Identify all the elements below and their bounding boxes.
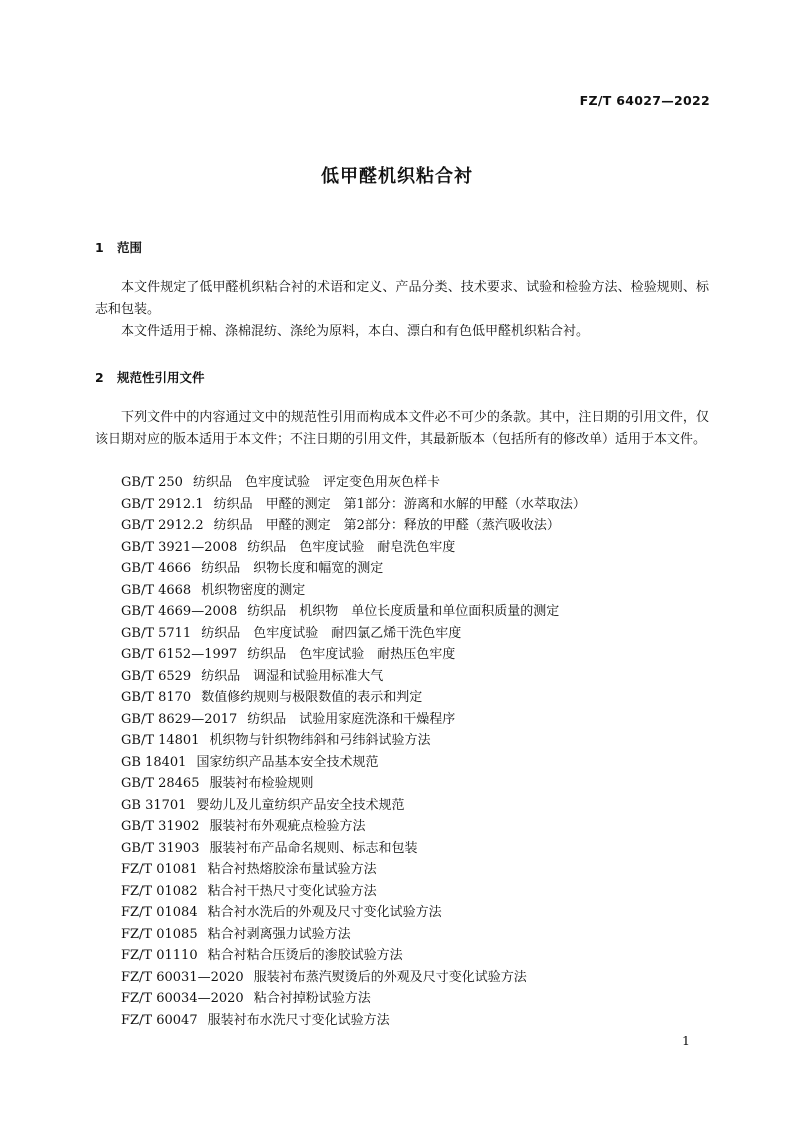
reference-item — [121, 838, 586, 860]
reference-title: 机织物密度的测定 — [201, 582, 306, 598]
reference-title: 机织物与针织物纬斜和弓纬斜试验方法 — [209, 733, 431, 748]
reference-title: 纺织品 色牢度试验 耐皂洗色牢度 — [247, 539, 456, 555]
reference-code: GB 18401 — [121, 754, 187, 770]
reference-code: FZ/T 01084 — [121, 905, 198, 920]
reference-item — [121, 709, 586, 731]
reference-title: 服装衬布产品命名规则、标志和包装 — [209, 840, 418, 856]
reference-item — [121, 644, 586, 666]
reference-item — [121, 816, 586, 838]
standard-code: FZ/T 64027—2022 — [579, 93, 710, 108]
reference-code: FZ/T 01110 — [121, 948, 198, 963]
section-1-title: 范围 — [117, 240, 143, 255]
normative-references-list — [121, 472, 586, 1031]
reference-title: 纺织品 色牢度试验 耐四氯乙烯干洗色牢度 — [201, 625, 462, 641]
reference-code: GB/T 3921—2008 — [121, 539, 238, 555]
reference-title: 国家纺织产品基本安全技术规范 — [196, 754, 379, 770]
reference-code: GB/T 31903 — [121, 840, 200, 856]
reference-code: GB/T 8629—2017 — [121, 711, 238, 727]
reference-item — [121, 773, 586, 795]
reference-code: GB/T 4666 — [121, 561, 192, 576]
reference-code: GB/T 4668 — [121, 582, 192, 598]
reference-code: FZ/T 60031—2020 — [121, 969, 244, 985]
reference-item — [121, 730, 586, 752]
reference-item — [121, 580, 586, 602]
reference-title: 纺织品 色牢度试验 评定变色用灰色样卡 — [192, 475, 440, 490]
reference-title: 粘合衬剥离强力试验方法 — [207, 926, 351, 942]
reference-code: GB/T 2912.1 — [121, 496, 204, 512]
reference-title: 服装衬布蒸汽熨烫后的外观及尺寸变化试验方法 — [253, 969, 527, 985]
reference-code: GB/T 250 — [121, 475, 183, 490]
reference-title: 纺织品 试验用家庭洗涤和干燥程序 — [247, 711, 456, 727]
reference-item — [121, 859, 586, 881]
reference-item — [121, 945, 586, 967]
reference-title: 粘合衬水洗后的外观及尺寸变化试验方法 — [207, 905, 442, 920]
reference-code: FZ/T 60034—2020 — [121, 991, 244, 1006]
section-2-title: 规范性引用文件 — [117, 370, 205, 385]
section-2-number: 2 — [95, 370, 104, 385]
reference-title: 服装衬布水洗尺寸变化试验方法 — [207, 1012, 390, 1028]
reference-title: 粘合衬热熔胶涂布量试验方法 — [207, 862, 377, 877]
section-1-paragraph-1: 本文件规定了低甲醛机织粘合衬的术语和定义、产品分类、技术要求、试验和检验方法、检验规则、标志和包装。 — [95, 280, 709, 317]
reference-title: 服装衬布检验规则 — [209, 776, 314, 791]
reference-code: GB 31701 — [121, 797, 187, 813]
reference-item — [121, 1010, 586, 1032]
reference-code: GB/T 2912.2 — [121, 518, 204, 533]
section-1-paragraph-2: 本文件适用于棉、涤棉混纺、涤纶为原料，本白、漂白和有色低甲醛机织粘合衬。 — [121, 324, 590, 339]
reference-item — [121, 515, 586, 537]
reference-title: 粘合衬掉粉试验方法 — [253, 991, 371, 1006]
reference-item — [121, 666, 586, 688]
reference-code: FZ/T 01085 — [121, 926, 198, 942]
reference-title: 纺织品 织物长度和幅宽的测定 — [201, 561, 384, 576]
reference-code: GB/T 6152—1997 — [121, 647, 238, 662]
reference-item — [121, 601, 586, 623]
reference-code: GB/T 28465 — [121, 776, 200, 791]
reference-item — [121, 537, 586, 559]
document-title: 低甲醛机织粘合衬 — [321, 166, 473, 187]
section-2-heading — [95, 368, 205, 388]
reference-item — [121, 902, 586, 924]
reference-title: 纺织品 甲醛的测定 第2部分：释放的甲醛（蒸汽吸收法） — [213, 518, 560, 533]
reference-item — [121, 472, 586, 494]
section-1-number: 1 — [95, 240, 104, 255]
reference-item — [121, 924, 586, 946]
reference-code: GB/T 8170 — [121, 690, 192, 705]
reference-item — [121, 795, 586, 817]
reference-title: 粘合衬干热尺寸变化试验方法 — [207, 883, 377, 899]
reference-title: 纺织品 机织物 单位长度质量和单位面积质量的测定 — [247, 604, 560, 619]
reference-code: GB/T 6529 — [121, 668, 192, 684]
reference-code: FZ/T 60047 — [121, 1012, 198, 1028]
reference-title: 纺织品 色牢度试验 耐热压色牢度 — [247, 647, 456, 662]
section-2-paragraph-1: 下列文件中的内容通过文中的规范性引用而构成本文件必不可少的条款。其中，注日期的引用文件，仅该日期对应的版本适用于本文件；不注日期的引用文件，其最新版本（包括所有的修改单）适用于本文件。 — [95, 410, 709, 447]
reference-code: GB/T 14801 — [121, 733, 200, 748]
reference-item — [121, 623, 586, 645]
section-1-heading — [95, 238, 142, 258]
reference-title: 服装衬布外观疵点检验方法 — [209, 819, 366, 834]
reference-item — [121, 494, 586, 516]
reference-title: 纺织品 甲醛的测定 第1部分：游离和水解的甲醛（水萃取法） — [213, 496, 586, 512]
reference-title: 粘合衬粘合压烫后的渗胶试验方法 — [207, 948, 403, 963]
reference-item — [121, 752, 586, 774]
reference-item — [121, 881, 586, 903]
reference-item — [121, 988, 586, 1010]
reference-code: FZ/T 01081 — [121, 862, 198, 877]
reference-title: 婴幼儿及儿童纺织产品安全技术规范 — [196, 797, 405, 813]
reference-code: GB/T 5711 — [121, 625, 192, 641]
reference-code: GB/T 31902 — [121, 819, 200, 834]
reference-code: FZ/T 01082 — [121, 883, 198, 899]
reference-item — [121, 558, 586, 580]
reference-item — [121, 967, 586, 989]
reference-code: GB/T 4669—2008 — [121, 604, 238, 619]
reference-title: 数值修约规则与极限数值的表示和判定 — [201, 690, 423, 705]
page-number: 1 — [682, 1033, 690, 1048]
reference-title: 纺织品 调湿和试验用标准大气 — [201, 668, 384, 684]
reference-item — [121, 687, 586, 709]
